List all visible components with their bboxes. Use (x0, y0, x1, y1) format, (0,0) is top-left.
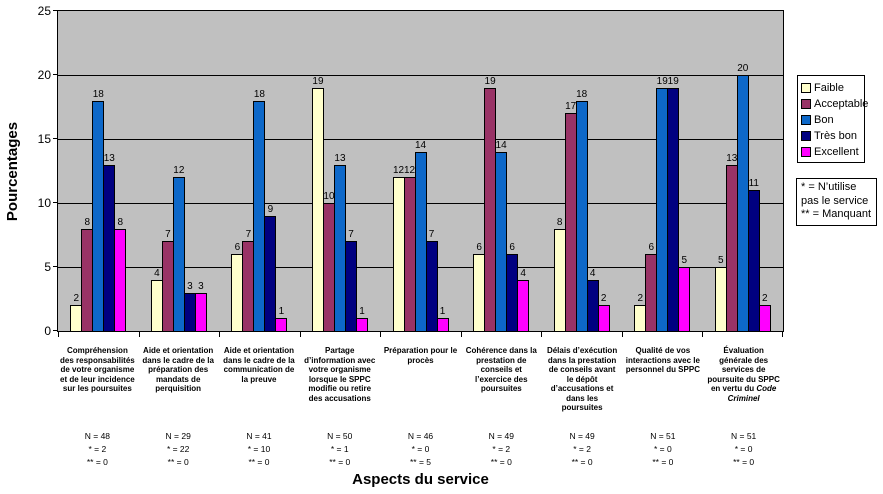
sample-size-line: N = 50 (327, 431, 353, 441)
bar-value-label: 10 (323, 191, 335, 202)
x-axis-title: Aspects du service (352, 471, 489, 488)
category-label: Aide et orientation dans le cadre de la communication de la preuve (223, 346, 295, 384)
note-line-missing: ** = Manquant (801, 208, 872, 220)
category-label: Préparation pour le procès (383, 346, 458, 365)
plot-area (37, 4, 784, 338)
sample-size-line: * = 2 (88, 444, 107, 454)
bar-value-label: 2 (600, 293, 607, 304)
category-label: Délais d’exécution dans la prestation de conseils avant le dépôt d’accusations et dans les poursuites (546, 346, 618, 412)
sample-size-line: ** = 0 (167, 457, 189, 467)
bar-value-label: 8 (117, 217, 124, 228)
x-axis-tick (380, 332, 381, 337)
x-axis-tick (219, 332, 220, 337)
x-axis-tick (139, 332, 140, 337)
category-labels-row (57, 346, 784, 413)
bar-value-label: 3 (187, 281, 193, 292)
sample-size-block (219, 430, 300, 469)
bar-value-label: 19 (312, 76, 324, 87)
y-tick-label: 0 (44, 324, 51, 338)
bar-value-label: 6 (648, 242, 654, 253)
legend-label: Faible (814, 82, 844, 94)
bar-group (300, 11, 381, 331)
bar-slot (598, 11, 610, 331)
legend-item (801, 112, 864, 128)
sample-size-block (299, 430, 380, 469)
legend-label: Très bon (814, 130, 858, 142)
sample-size-line: ** = 0 (571, 457, 593, 467)
y-tick-label: 15 (37, 132, 51, 146)
legend-item (801, 144, 864, 160)
bar (598, 305, 610, 331)
bar-value-label: 11 (748, 178, 759, 189)
bar-value-label: 18 (253, 89, 265, 100)
bar-group (622, 11, 703, 331)
y-tick-label: 5 (44, 260, 51, 274)
legend-swatch (801, 83, 811, 93)
bar-value-label: 17 (565, 101, 577, 112)
bar-value-label: 20 (737, 63, 749, 74)
sample-size-line: * = 22 (166, 444, 190, 454)
bar-value-label: 18 (576, 89, 588, 100)
bar (356, 318, 368, 331)
x-axis-tick (782, 332, 783, 337)
bar (114, 229, 126, 331)
category-label: Cohérence dans la prestation de conseils et l’exercice des poursuites (465, 346, 537, 393)
sample-size-line: N = 48 (84, 431, 111, 441)
sample-size-line: * = 0 (411, 444, 430, 454)
sample-size-block (542, 430, 623, 469)
bar (195, 293, 207, 331)
sample-size-line: N = 49 (488, 431, 514, 441)
bar-slot (759, 11, 771, 331)
bar-slot (517, 11, 529, 331)
notes-box (796, 178, 877, 226)
sample-size-block (461, 430, 542, 469)
legend-swatch (801, 115, 811, 125)
bar-slot (114, 11, 126, 331)
bar-value-label: 19 (667, 76, 679, 87)
category-label: Évaluation générale des services de poursuite du SPPC en vertu du Code Criminel (707, 346, 780, 403)
bar-value-label: 1 (359, 306, 365, 317)
bar-value-label: 13 (103, 153, 115, 164)
bar-value-label: 5 (718, 255, 724, 266)
bar-value-label: 14 (495, 140, 507, 151)
category-label: Compréhension des responsabilités de votre organisme et de leur incidence sur les poursuites (60, 346, 135, 393)
x-axis-tick (58, 332, 59, 337)
sample-size-line: ** = 0 (329, 457, 351, 467)
bar-slot (678, 11, 690, 331)
sample-size-line: ** = 0 (733, 457, 755, 467)
x-axis-tick (541, 332, 542, 337)
bar-slot (275, 11, 287, 331)
bar-value-label: 7 (348, 229, 354, 240)
bar-value-label: 4 (154, 268, 160, 279)
bar-value-label: 19 (656, 76, 668, 87)
sample-size-line: * = 2 (492, 444, 511, 454)
bar-value-label: 6 (509, 242, 515, 253)
bar (678, 267, 690, 331)
bar-group (139, 11, 220, 331)
category-label: Qualité de vos interactions avec le personnel du SPPC (625, 346, 700, 374)
bar-value-label: 7 (245, 229, 252, 240)
bar-value-label: 12 (403, 165, 416, 176)
sample-size-block (703, 430, 784, 469)
bar-value-label: 18 (92, 89, 104, 100)
bar-value-label: 1 (439, 306, 446, 317)
sample-size-line: N = 46 (407, 431, 434, 441)
bar (437, 318, 449, 331)
y-tick-label: 20 (37, 68, 51, 82)
bar-slot (356, 11, 368, 331)
bar-group (703, 11, 784, 331)
legend-label: Excellent (814, 146, 859, 158)
bar-value-label: 13 (334, 153, 346, 164)
legend-swatch (801, 99, 811, 109)
bar-value-label: 7 (165, 229, 171, 240)
y-axis-title: Pourcentages (4, 121, 22, 221)
bar-value-label: 9 (267, 204, 274, 215)
bar (517, 280, 529, 331)
legend-box (797, 75, 869, 163)
bar-group (58, 11, 139, 331)
sample-size-block (57, 430, 138, 469)
x-axis-tick (702, 332, 703, 337)
sample-size-line: * = 0 (653, 444, 672, 454)
sample-size-line: * = 1 (330, 444, 349, 454)
sample-size-block (622, 430, 703, 469)
bar (759, 305, 771, 331)
category-label: Partage d’information avec votre organisme lorsque le SPPC modifie ou retire des accusations (304, 346, 376, 403)
bar-value-label: 8 (84, 217, 91, 228)
bar-value-label: 7 (428, 229, 435, 240)
sample-size-line: N = 51 (650, 431, 676, 441)
category-label: Aide et orientation dans le cadre de la préparation des mandats de perquisition (142, 346, 214, 393)
y-tick-label: 10 (37, 196, 51, 210)
sample-size-block (380, 430, 461, 469)
bar (275, 318, 287, 331)
sample-size-line: ** = 0 (248, 457, 270, 467)
sample-size-line: N = 51 (731, 431, 757, 441)
bar-value-label: 3 (198, 281, 204, 292)
bar-value-label: 8 (556, 217, 563, 228)
y-tick-label: 25 (37, 4, 51, 18)
bar-value-label: 14 (414, 140, 427, 151)
bar-value-label: 5 (681, 255, 687, 266)
x-axis-tick (461, 332, 462, 337)
note-line-no-service: * = N’utilise pas le service (801, 181, 869, 207)
bar-group (461, 11, 542, 331)
x-axis-tick (622, 332, 623, 337)
x-axis-tick (300, 332, 301, 337)
sample-size-row (57, 430, 784, 469)
legend-swatch (801, 147, 811, 157)
sample-size-line: ** = 0 (652, 457, 674, 467)
sample-size-line: * = 2 (573, 444, 591, 454)
legend-item (801, 128, 864, 144)
bar-value-label: 2 (637, 293, 643, 304)
sample-size-line: N = 49 (569, 431, 595, 441)
bar-value-label: 12 (392, 165, 405, 176)
sample-size-line: ** = 0 (86, 457, 108, 467)
legend-label: Acceptable (814, 98, 869, 110)
bar-value-label: 2 (73, 293, 80, 304)
bar-group (541, 11, 622, 331)
sample-size-line: * = 0 (734, 444, 753, 454)
bar-value-label: 6 (476, 242, 482, 253)
legend-label: Bon (814, 114, 834, 126)
bar-value-label: 12 (173, 165, 185, 176)
sample-size-line: N = 41 (246, 431, 272, 441)
bar-group (219, 11, 300, 331)
sample-size-block (138, 430, 219, 469)
bar-value-label: 2 (762, 293, 768, 304)
bar-slot (195, 11, 207, 331)
bar-value-label: 19 (484, 76, 496, 87)
bar-groups (58, 11, 783, 331)
category-label-italic: Code Criminel (727, 384, 777, 403)
bar-value-label: 4 (520, 268, 526, 279)
bar-value-label: 1 (278, 306, 285, 317)
bar-group (380, 11, 461, 331)
bar-slot (437, 11, 449, 331)
legend-item (801, 96, 869, 112)
bar-value-label: 4 (589, 268, 596, 279)
sample-size-line: * = 10 (247, 444, 271, 454)
bar-value-label: 6 (234, 242, 241, 253)
sample-size-line: ** = 5 (410, 457, 432, 467)
sample-size-line: N = 29 (165, 431, 191, 441)
bar-value-label: 13 (726, 153, 738, 164)
legend-swatch (801, 131, 811, 141)
y-axis-title-wrap (0, 10, 26, 332)
legend-item (801, 80, 864, 96)
sample-size-line: ** = 0 (490, 457, 512, 467)
